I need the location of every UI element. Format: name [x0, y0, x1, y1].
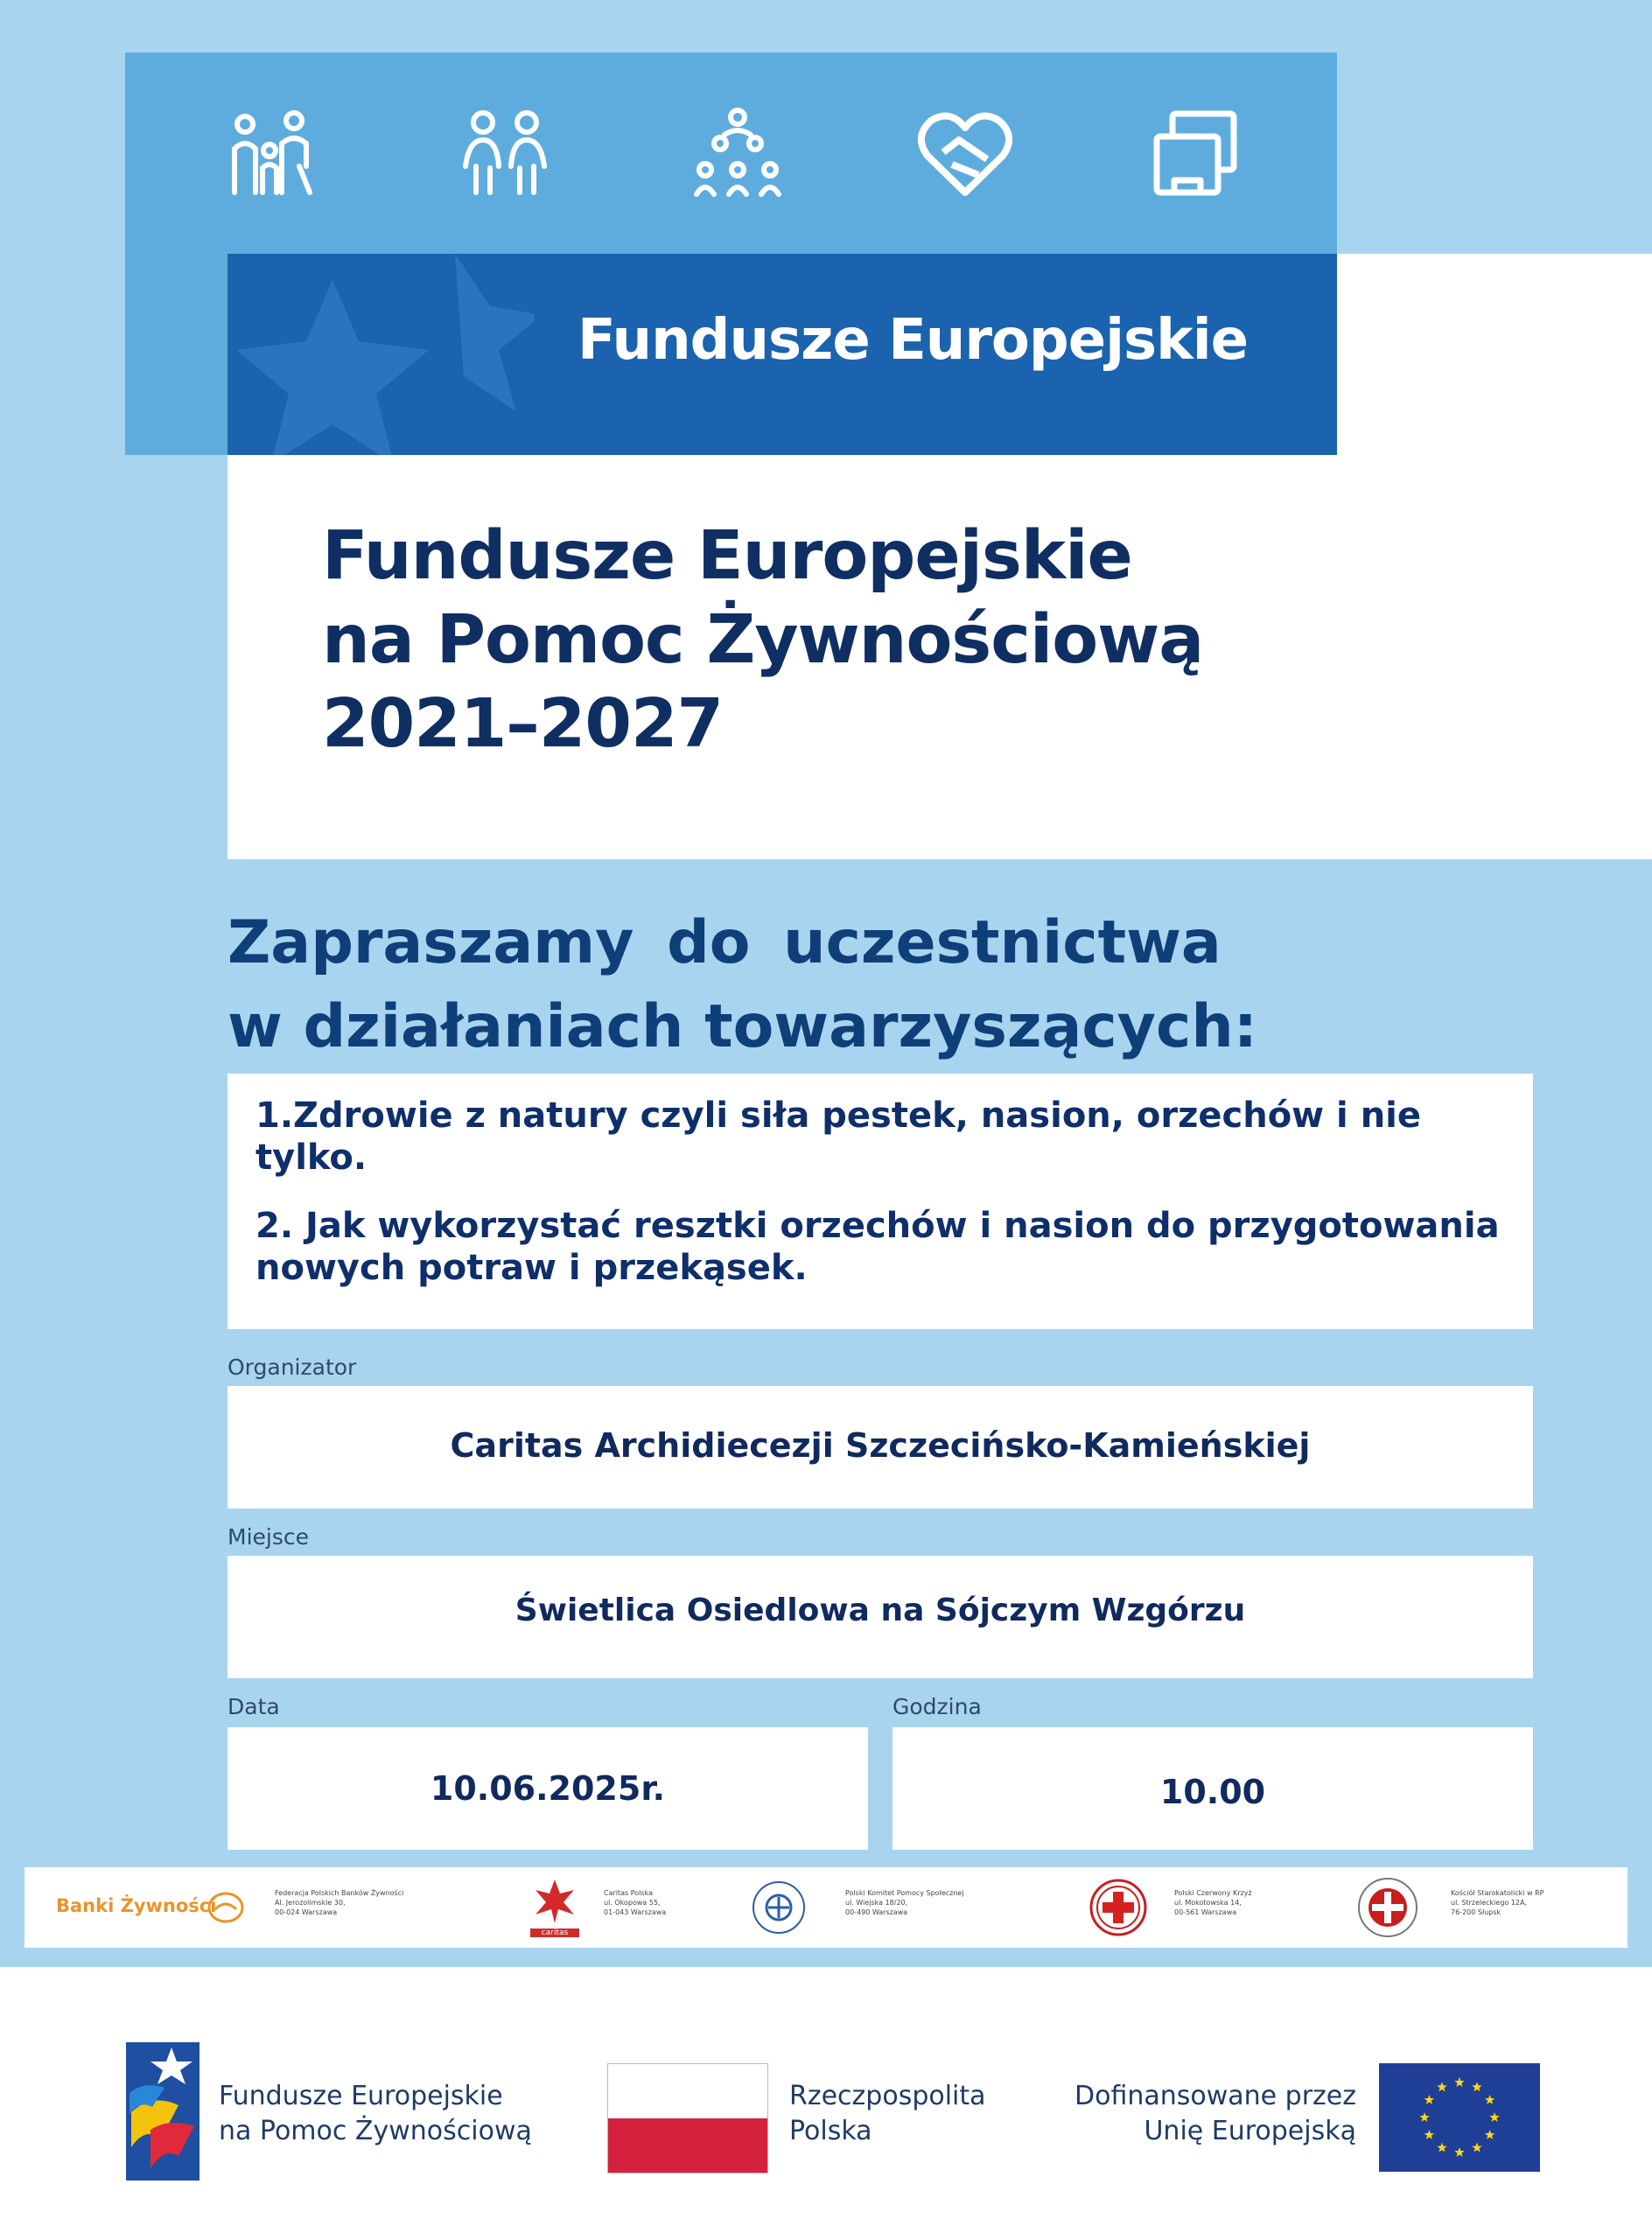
place-label: Miejsce	[228, 1524, 309, 1550]
pck-address: Polski Czerwony Krzyż ul. Mokotowska 14, 00-561 Warszawa	[1174, 1889, 1252, 1916]
rp-footer-text	[789, 2079, 986, 2149]
rp-footer-line1: Rzeczpospolita	[789, 2081, 986, 2111]
program-title	[322, 514, 1203, 766]
books-icon	[1148, 105, 1244, 201]
pkps-address: Polski Komitet Pomocy Społecznej ul. Wiejska 18/20, 00-490 Warszawa	[845, 1889, 964, 1916]
date-label: Data	[228, 1694, 280, 1719]
eu-footer-line1: Dofinansowane przez	[1074, 2081, 1356, 2111]
program-title-line2: na Pomoc Żywnościową	[322, 601, 1204, 679]
place-box	[228, 1556, 1533, 1678]
organizer-label: Organizator	[228, 1354, 357, 1380]
pkps-logo-icon	[751, 1880, 807, 1936]
eu-footer-line2: Unię Europejską	[1144, 2116, 1356, 2146]
time-box	[892, 1727, 1533, 1850]
food-bank-logo-icon	[206, 1890, 245, 1925]
caritas-logo	[530, 1876, 579, 1939]
fe-footer-line2: na Pomoc Żywnościową	[219, 2116, 532, 2146]
date-box	[228, 1727, 868, 1850]
topic-1: 1.Zdrowie z natury czyli siła pestek, nasion, orzechów i nie tylko.	[256, 1096, 1422, 1178]
old-catholic-address: Kościół Starokatolicki w RP ul. Strzeleckiego 12A, 76-200 Słupsk	[1451, 1889, 1544, 1916]
family-icon	[226, 105, 322, 201]
program-title-line3: 2021–2027	[322, 685, 724, 763]
invite-line2: w działaniach towarzyszących:	[228, 992, 1257, 1061]
food-bank-address: Federacja Polskich Banków Żywności Al. Jerozolimskie 30, 00-024 Warszawa	[275, 1889, 404, 1916]
caritas-flame-icon	[530, 1876, 579, 1925]
place-value: Świetlica Osiedlowa na Sójczym Wzgórzu	[514, 1592, 1246, 1628]
topics-box	[228, 1074, 1533, 1329]
old-catholic-church-logo-icon	[1356, 1876, 1419, 1939]
eu-flag-icon	[1379, 2063, 1540, 2172]
eu-footer-text	[1059, 2079, 1356, 2149]
time-value: 10.00	[1159, 1773, 1266, 1811]
people-icon	[457, 105, 553, 201]
group-icon	[690, 105, 786, 201]
red-cross-logo-icon	[1088, 1878, 1148, 1937]
polish-flag-icon	[607, 2063, 768, 2174]
stars-graphic	[228, 254, 534, 455]
caritas-logo-text: caritas	[530, 1928, 579, 1937]
organizer-box	[228, 1386, 1533, 1508]
corner-white	[1337, 254, 1652, 455]
invite-line1: Zapraszamy do uczestnictwa	[228, 908, 1222, 977]
partners-strip	[24, 1867, 1628, 1948]
footer	[0, 1967, 1652, 2240]
organizer-value: Caritas Archidiecezji Szczecińsko-Kamieńskiej	[450, 1426, 1311, 1465]
fe-footer-text	[219, 2079, 532, 2149]
program-title-line1: Fundusze Europejskie	[322, 517, 1132, 595]
date-value: 10.06.2025r.	[430, 1769, 666, 1808]
brand-title: Fundusze Europejskie	[578, 308, 1249, 373]
topic-2: 2. Jak wykorzystać resztki orzechów i nasion do przygotowania nowych potraw i przekąsek.	[256, 1206, 1500, 1288]
fe-logo-icon	[126, 2042, 200, 2180]
rp-footer-line2: Polska	[789, 2116, 872, 2146]
heart-handshake-icon	[917, 105, 1013, 201]
time-label: Godzina	[892, 1694, 982, 1719]
invite-heading	[228, 901, 1257, 1069]
caritas-address: Caritas Polska ul. Okopowa 55, 01-043 Warszawa	[604, 1889, 667, 1916]
food-bank-name: Banki Żywności	[56, 1895, 217, 1916]
fe-footer-line1: Fundusze Europejskie	[219, 2081, 503, 2111]
